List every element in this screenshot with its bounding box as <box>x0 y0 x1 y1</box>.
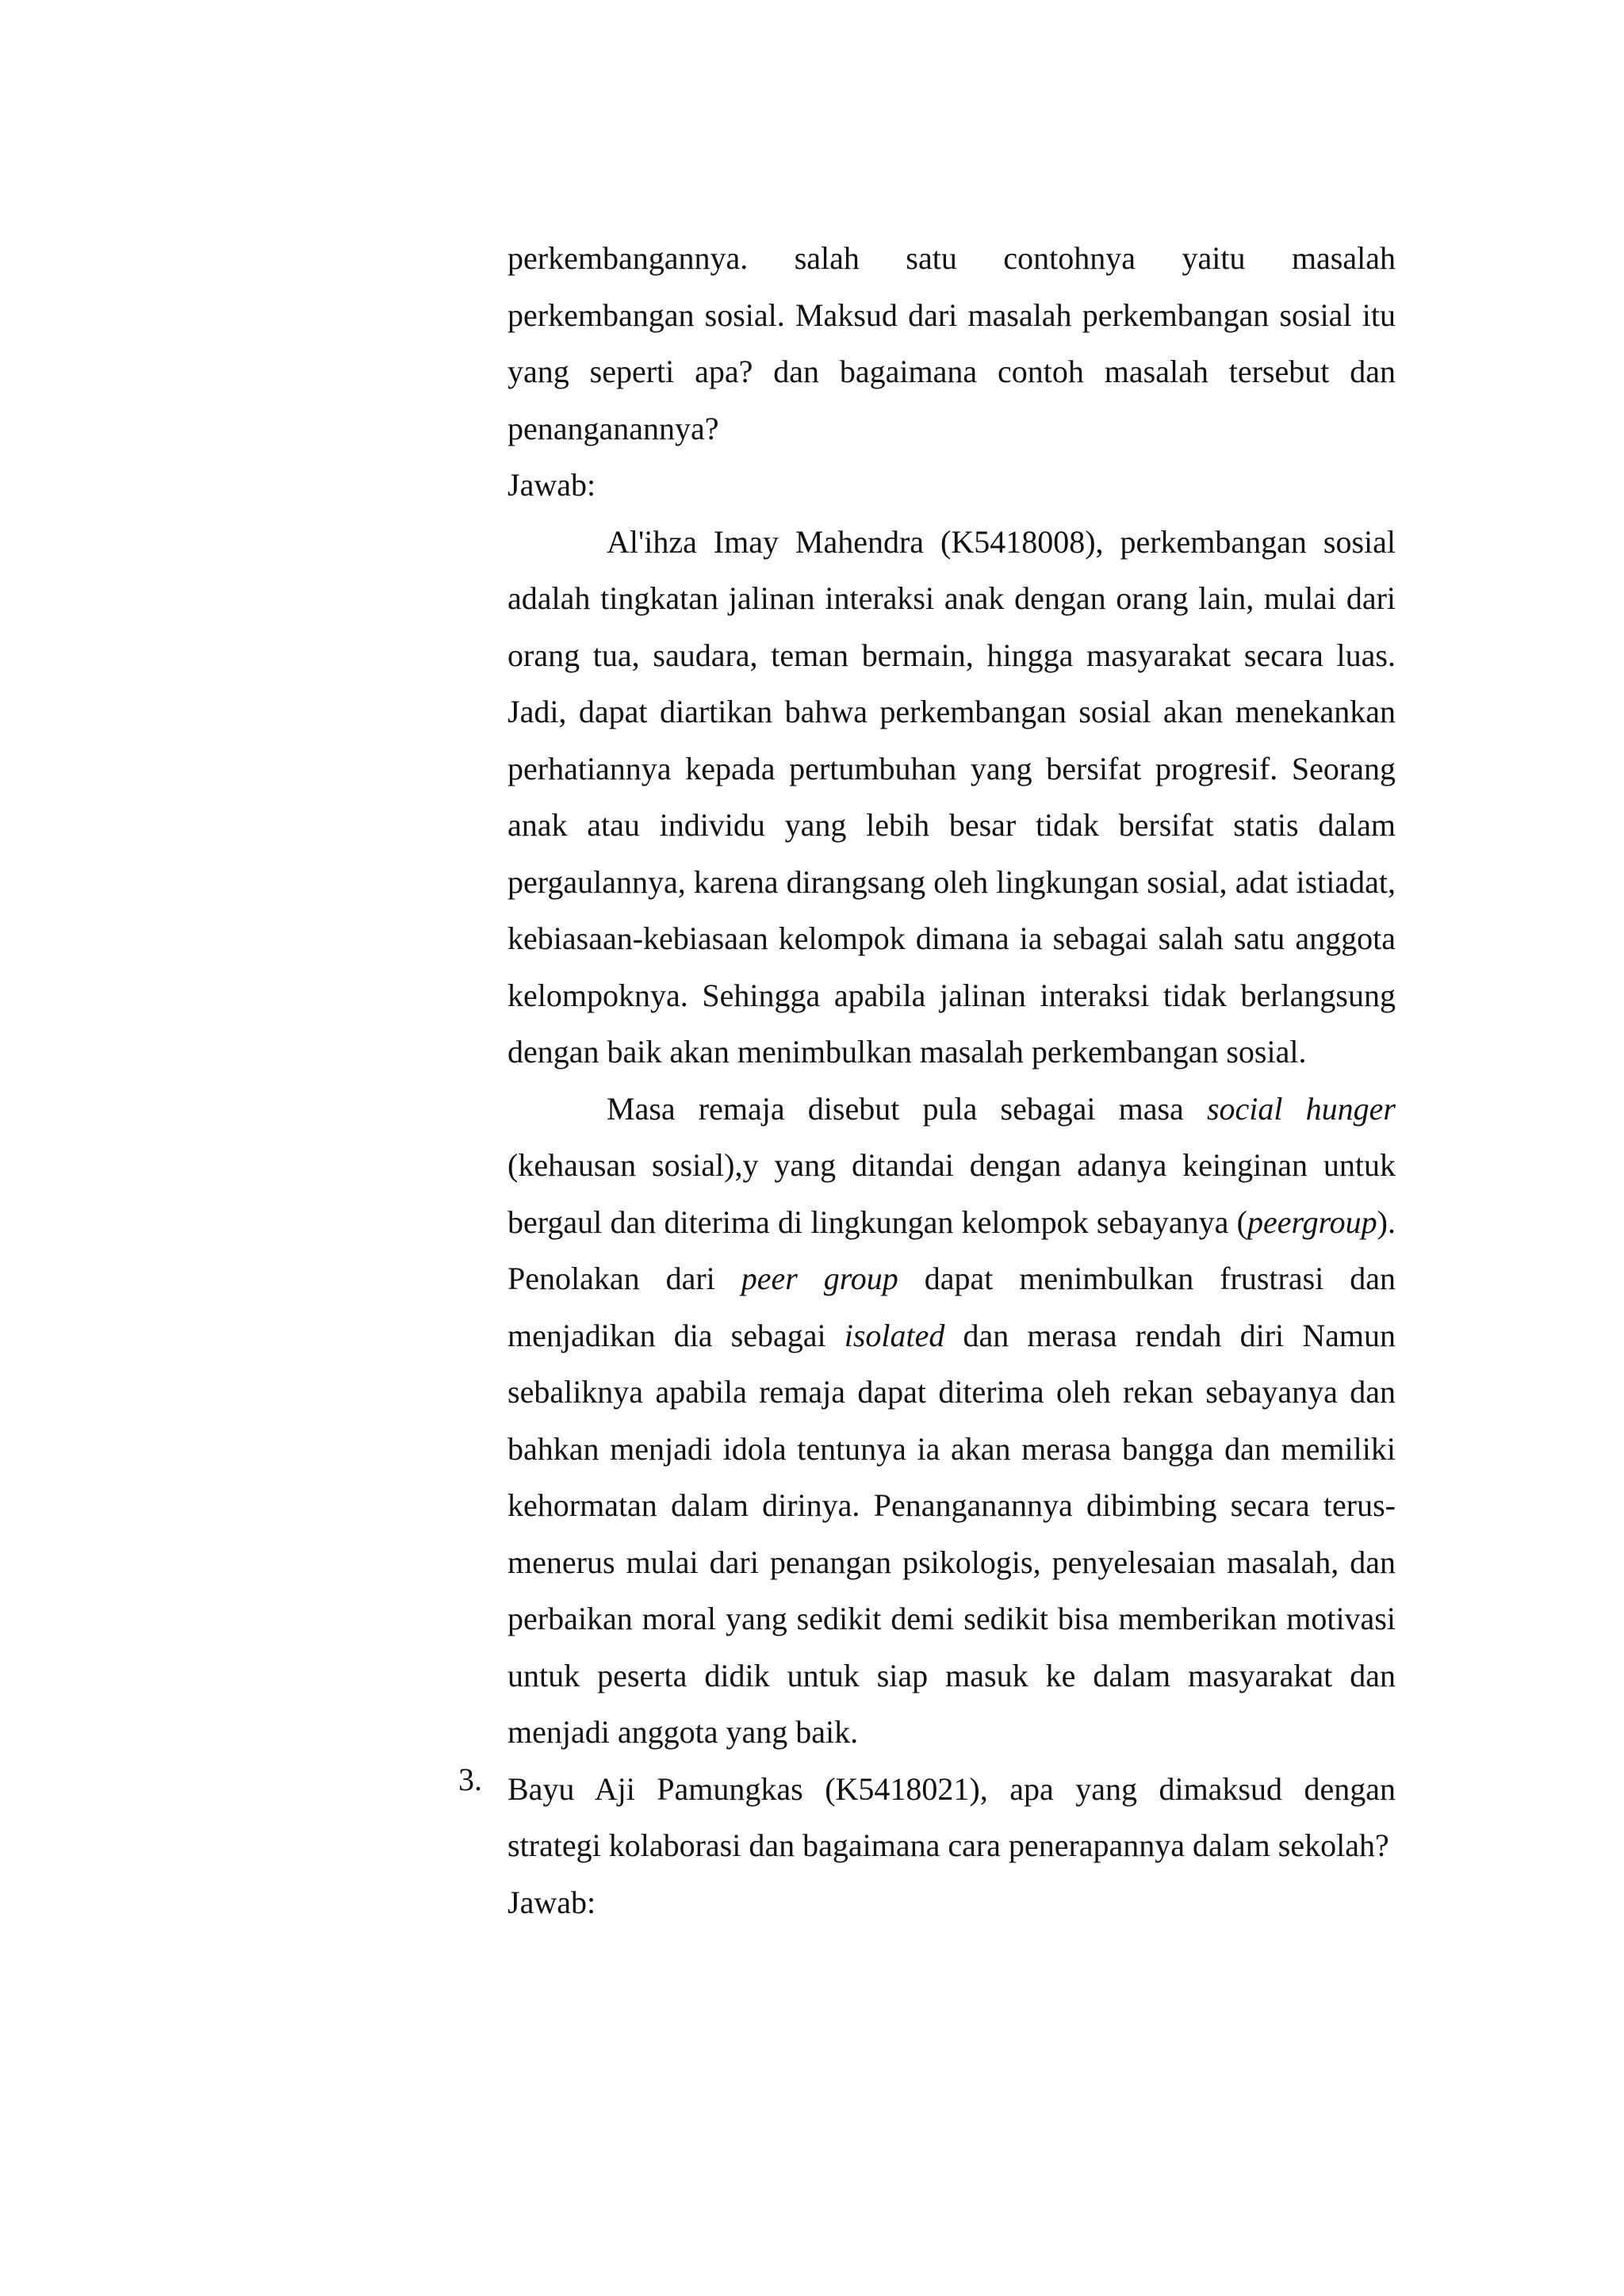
paragraph-2-text: ). Penolakan dari <box>508 1203 1396 1296</box>
term-isolated: isolated <box>844 1317 945 1353</box>
list-item-3 <box>458 1761 1396 1874</box>
paragraph-2-text: Masa remaja disebut pula sebagai masa <box>607 1090 1207 1127</box>
term-social-hunger: social hunger <box>1206 1090 1396 1127</box>
term-peer-group: peer group <box>741 1261 898 1296</box>
paragraph-2-text: dapat menimbulkan frustrasi dan menjadikan dia sebagai <box>508 1261 1396 1353</box>
answer-paragraph-1: Al'ihza Imay Mahendra (K5418008), perkembangan sosial adalah tingkatan jalinan interaksi anak dengan orang lain, mulai dari orang tua, saudara, teman bermain, hingga masyarakat secara luas. Jadi, dapat diartikan bahwa perkembangan sosial akan menekankan perhatiannya kepada pertumbuhan yang bersifat progresif. Seorang anak atau individu yang lebih besar tidak bersifat statis dalam pergaulannya, karena dirangsang oleh lingkungan sosial, adat istiadat, kebiasaan-kebiasaan kelompok dimana ia sebagai salah satu anggota kelompoknya. Sehingga apabila jalinan interaksi tidak berlangsung dengan baik akan menimbulkan masalah perkembangan sosial. <box>508 523 1396 1070</box>
body-text <box>458 230 1396 1931</box>
answer-paragraph-2 <box>508 1081 1396 1761</box>
paragraph-2-text: (kehausan sosial),y yang ditandai dengan adanya keinginan untuk bergaul dan diterima di lingkungan kelompok sebayanya ( <box>508 1147 1396 1240</box>
question-3: Bayu Aji Pamungkas (K5418021), apa yang dimaksud dengan strategi kolaborasi dan bagaimana cara penerapannya dalam sekolah? <box>508 1770 1396 1863</box>
paragraph-2-text: dan merasa rendah diri Namun sebaliknya apabila remaja dapat diterima oleh rekan sebayanya dan bahkan menjadi idola tentunya ia akan merasa bangga dan memiliki kehormatan dalam dirinya. Penanganannya dibimbing secara terus-menerus mulai dari penangan psikologis, penyelesaian masalah, dan perbaikan moral yang sedikit demi sedikit bisa memberikan motivasi untuk peserta didik untuk siap masuk ke dalam masyarakat dan menjadi anggota yang baik. <box>508 1317 1396 1750</box>
answer-label: Jawab: <box>508 467 596 503</box>
list-number: 3. <box>458 1761 482 1797</box>
answer-label: Jawab: <box>508 1884 596 1920</box>
term-peergroup: peergroup <box>1247 1203 1377 1240</box>
intro-question: perkembangannya. salah satu contohnya yaitu masalah perkembangan sosial. Maksud dari masalah perkembangan sosial itu yang seperti apa? dan bagaimana contoh masalah tersebut dan penanganannya? <box>508 240 1396 446</box>
